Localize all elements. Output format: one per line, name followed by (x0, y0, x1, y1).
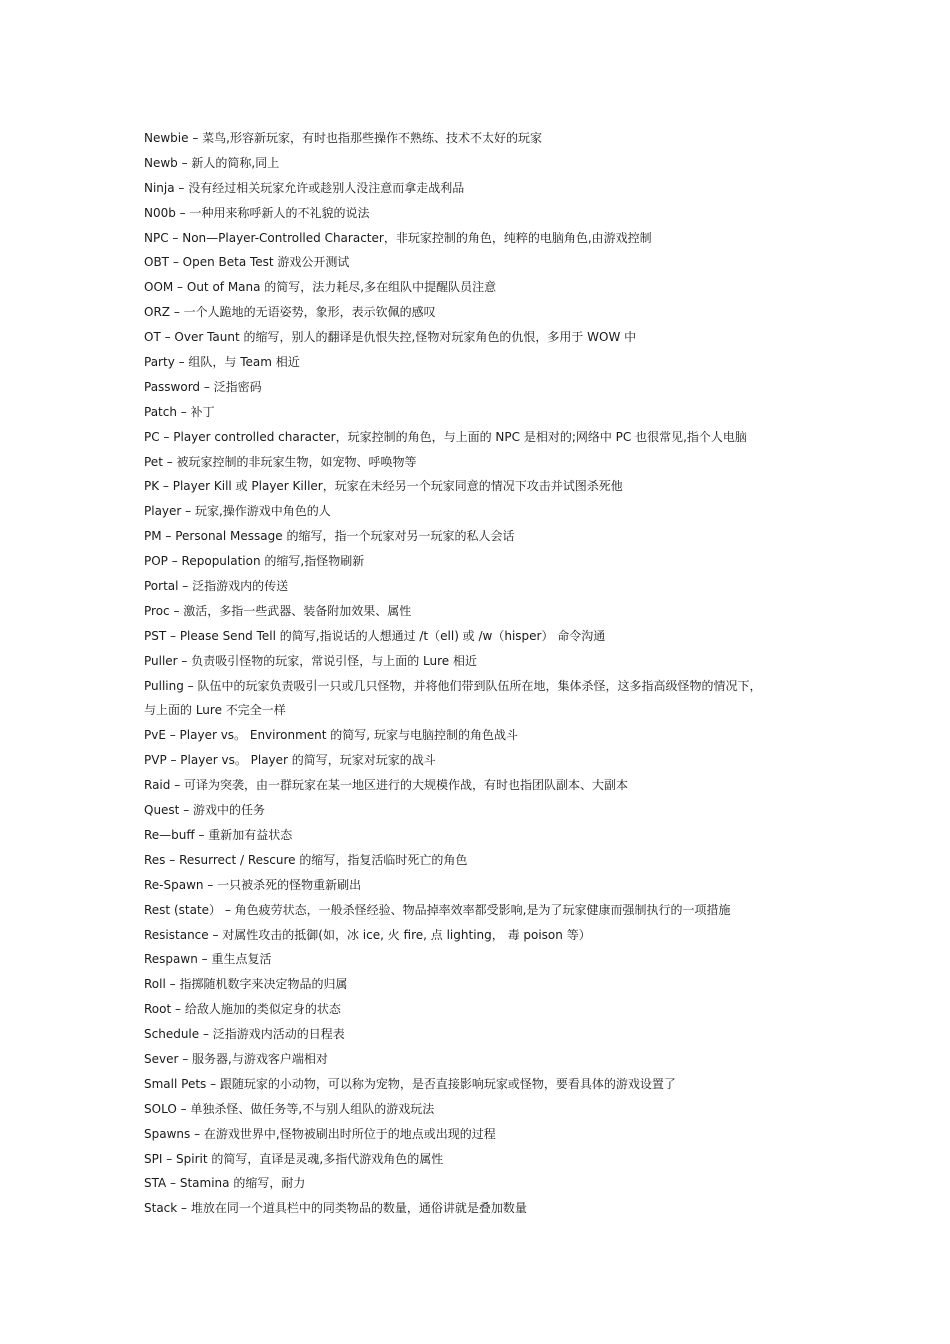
glossary-line: Quest – 游戏中的任务 (144, 803, 266, 818)
glossary-line: Re—buff – 重新加有益状态 (144, 827, 293, 842)
glossary-line: Newbie – 菜鸟,形容新玩家，有时也指那些操作不熟练、技术不太好的玩家 (144, 131, 542, 145)
glossary-line: Puller – 负责吸引怪物的玩家，常说引怪，与上面的 Lure 相近 (144, 653, 478, 668)
glossary-line: Root – 给敌人施加的类似定身的状态 (144, 1002, 341, 1017)
glossary-line: OBT – Open Beta Test 游戏公开测试 (144, 255, 350, 270)
glossary-line: SPI – Spirit 的简写，直译是灵魂,多指代游戏角色的属性 (144, 1151, 444, 1166)
glossary-line: Res – Resurrect / Rescure 的缩写，指复活临时死亡的角色 (144, 852, 468, 867)
glossary-line: Spawns – 在游戏世界中,怪物被刷出时所位于的地点或出现的过程 (144, 1126, 496, 1141)
glossary-line: Password – 泛指密码 (144, 379, 262, 394)
glossary-line: SOLO – 单独杀怪、做任务等,不与别人组队的游戏玩法 (144, 1101, 435, 1116)
glossary-line: Proc – 激活，多指一些武器、装备附加效果、属性 (144, 603, 412, 618)
glossary-line: N00b – 一种用来称呼新人的不礼貌的说法 (144, 205, 370, 220)
glossary-line: POP – Repopulation 的缩写,指怪物刷新 (144, 554, 365, 569)
glossary-line: Newb – 新人的简称,同上 (144, 155, 280, 170)
glossary-line: PM – Personal Message 的缩写，指一个玩家对另一玩家的私人会话 (144, 529, 515, 544)
glossary-line: 与上面的 Lure 不完全一样 (144, 703, 286, 718)
glossary-line: PC – Player controlled character，玩家控制的角色，与上面的 NPC 是相对的;网络中 PC 也很常见,指个人电脑 (144, 429, 747, 444)
glossary-line: STA – Stamina 的缩写，耐力 (144, 1176, 306, 1191)
glossary-line: Pulling – 队伍中的玩家负责吸引一只或几只怪物，并将他们带到队伍所在地，集体杀怪，这多指高级怪物的情况下， (144, 678, 762, 693)
glossary-line: Respawn – 重生点复活 (144, 952, 272, 967)
glossary-line: PST – Please Send Tell 的简写,指说话的人想通过 /t（ell) 或 /w（hisper） 命令沟通 (144, 628, 606, 643)
glossary-line: Small Pets – 跟随玩家的小动物，可以称为宠物，是否直接影响玩家或怪物，要看具体的游戏设置了 (144, 1076, 676, 1091)
glossary-line: PVP – Player vs。 Player 的简写，玩家对玩家的战斗 (144, 753, 436, 768)
glossary-line: Sever – 服务器,与游戏客户端相对 (144, 1051, 328, 1066)
glossary-list (144, 126, 804, 1221)
glossary-line: Portal – 泛指游戏内的传送 (144, 579, 289, 594)
glossary-line: Patch – 补丁 (144, 404, 215, 419)
glossary-line: Re-Spawn – 一只被杀死的怪物重新刷出 (144, 877, 362, 892)
glossary-line: Rest (state） – 角色疲劳状态，一般杀怪经验、物品掉率效率都受影响,是为了玩家健康而强制执行的一项措施 (144, 902, 731, 917)
glossary-line: Stack – 堆放在同一个道具栏中的同类物品的数量，通俗讲就是叠加数量 (144, 1201, 527, 1216)
glossary-line: Pet – 被玩家控制的非玩家生物，如宠物、呼唤物等 (144, 454, 417, 469)
glossary-line: PvE – Player vs。 Environment 的简写, 玩家与电脑控制的角色战斗 (144, 728, 518, 743)
glossary-line: Resistance – 对属性攻击的抵御(如，冰 ice, 火 fire, 点 lighting， 毒 poison 等） (144, 927, 591, 942)
glossary-line: Raid – 可译为突袭，由一群玩家在某一地区进行的大规模作战，有时也指团队副本、大副本 (144, 778, 629, 793)
glossary-line: NPC – Non—Player-Controlled Character，非玩家控制的角色，纯粹的电脑角色,由游戏控制 (144, 230, 652, 245)
glossary-line: OT – Over Taunt 的缩写，别人的翻译是仇恨失控,怪物对玩家角色的仇恨，多用于 WOW 中 (144, 330, 637, 345)
glossary-line: Player – 玩家,操作游戏中角色的人 (144, 504, 331, 519)
glossary-line: Party – 组队，与 Team 相近 (144, 355, 300, 370)
glossary-line: Roll – 指掷随机数字来决定物品的归属 (144, 977, 348, 992)
glossary-line: Ninja – 没有经过相关玩家允许或趁别人没注意而拿走战利品 (144, 180, 465, 195)
glossary-line: ORZ – 一个人跪地的无语姿势，象形，表示钦佩的感叹 (144, 305, 436, 320)
glossary-line: Schedule – 泛指游戏内活动的日程表 (144, 1027, 345, 1042)
glossary-line: PK – Player Kill 或 Player Killer，玩家在未经另一个玩家同意的情况下攻击并试图杀死他 (144, 479, 623, 494)
glossary-line: OOM – Out of Mana 的简写，法力耗尽,多在组队中提醒队员注意 (144, 280, 497, 295)
